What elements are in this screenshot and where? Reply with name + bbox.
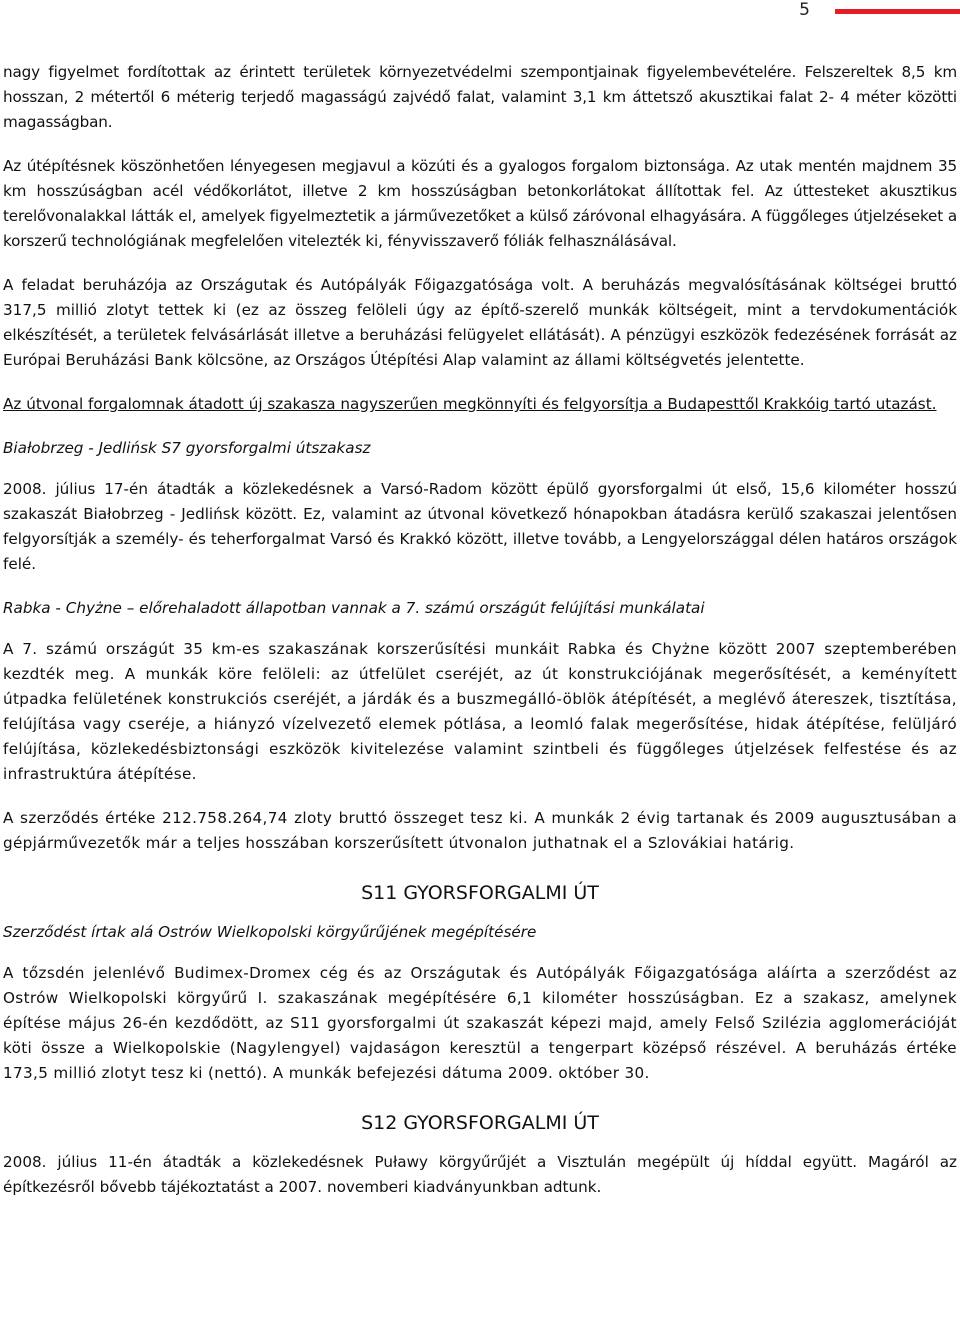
paragraph-contract-value: A szerződés értéke 212.758.264,74 zloty bruttó összeget tesz ki. A munkák 2 évig tartanak és 2009 augusztusában a gépjárművezetők már a teljes hosszában korszerűsített útvonalon juthatnak el a Szlovákiai határig.: [3, 809, 957, 852]
section-subtitle-rabka: Rabka - Chyżne – előrehaladott állapotban vannak a 7. számú országút felújítási munkálatai: [3, 599, 705, 617]
document-body: [3, 60, 957, 1219]
heading-s12: S12 GYORSFORGALMI ÚT: [361, 1112, 599, 1134]
paragraph-pulawy: 2008. július 11-én átadták a közlekedésnek Puławy körgyűrűjét a Visztulán megépült új híddal együtt. Magáról az építkezésről bővebb tájékoztatást a 2007. novemberi kiadványunkban adtunk.: [3, 1153, 957, 1196]
paragraph-investor: A feladat beruházója az Országutak és Autópályák Főigazgatósága volt. A beruházás megvalósításának költségei bruttó 317,5 millió zlotyt tettek ki (ez az összeg felöleli úgy az építő-szerelő munkák költségeit, mint a tervdokumentációk elkészítését, a területek felvásárlását illetve a beruházási felügyelet ellátását). A pénzügyi eszközök fedezésének forrását az Európai Beruházási Bank kölcsöne, az Országos Útépítési Alap valamint az állami költségvetés jelentette.: [3, 276, 957, 369]
paragraph-environment: nagy figyelmet fordítottak az érintett területek környezetvédelmi szempontjainak figyelembevételére. Felszereltek 8,5 km hosszan, 2 métertől 6 méterig terjedő magasságú zajvédő falat, valamint 3,1 km áttetsző akusztikai falat 2- 4 méter közötti magasságban.: [3, 63, 957, 131]
paragraph-ostrow: A tőzsdén jelenlévő Budimex-Dromex cég és az Országutak és Autópályák Főigazgatósága aláírta a szerződést az Ostrów Wielkopolski körgyűrű I. szakaszának megépítésére 6,1 kilométer hosszúságban. Ez a szakasz, amelynek építése május 26-én kezdődött, az S11 gyorsforgalmi út szakaszát képezi majd, amely Felső Szilézia agglomerációját köti össze a Wielkopolskie (Nagylengyel) vajdaságon keresztül a tengerpart középső részével. A beruházás értéke 173,5 millió zlotyt tesz ki (nettó). A munkák befejezési dátuma 2009. október 30.: [3, 964, 957, 1082]
paragraph-rabka: A 7. számú országút 35 km-es szakaszának korszerűsítési munkáit Rabka és Chyżne között 2007 szeptemberében kezdték meg. A munkák köre felöleli: az útfelület cseréjét, az út konstrukciójának megerősítését, a keményített útpadka felületének konstrukciós cseréjét, a járdák és a buszmegálló-öblök átépítését, a meglévő átereszek, tisztítása, felújítása vagy cseréje, a hiányzó vízelvezető elemek pótlása, a leomló falak megerősítése, hidak átépítése, felüljáró felújítása, közlekedésbiztonsági eszközök kivitelezése valamint szintbeli és függőleges útjelzések felfestése és az infrastruktúra átépítése.: [3, 640, 957, 783]
section-subtitle-ostrow: Szerződést írtak alá Ostrów Wielkopolski körgyűrűjének megépítésére: [3, 923, 537, 941]
paragraph-safety: Az útépítésnek köszönhetően lényegesen megjavul a közúti és a gyalogos forgalom biztonsága. Az utak mentén majdnem 35 km hosszúságban acél védőkorlátot, illetve 2 km hosszúságban betonkorlátokat állítottak fel. Az úttesteket akusztikus terelővonalakkal látták el, amelyek figyelmeztetik a járművezetőket a külső záróvonal elhagyására. A függőleges útjelzéseket a korszerű technológiának megfelelően vitelezték ki, fényvisszaverő fóliák felhasználásával.: [3, 157, 957, 250]
highlight-statement: Az útvonal forgalomnak átadott új szakasza nagyszerűen megkönnyíti és felgyorsítja a Budapesttől Krakkóig tartó utazást.: [3, 395, 937, 413]
section-subtitle-bialobrzeg: Białobrzeg - Jedlińsk S7 gyorsforgalmi útszakasz: [3, 439, 371, 457]
heading-s11: S11 GYORSFORGALMI ÚT: [361, 882, 599, 904]
header-accent-rule: [835, 9, 960, 14]
page-number: 5: [799, 0, 810, 20]
paragraph-bialobrzeg: 2008. július 17-én átadták a közlekedésnek a Varsó-Radom között épülő gyorsforgalmi út első, 15,6 kilométer hosszú szakaszát Białobrzeg - Jedlińsk között. Ez, valamint az útvonal következő hónapokban átadásra kerülő szakaszai jelentősen felgyorsítják a személy- és teherforgalmat Varsó és Krakkó között, illetve tovább, a Lengyelországgal délen határos országok felé.: [3, 480, 957, 573]
